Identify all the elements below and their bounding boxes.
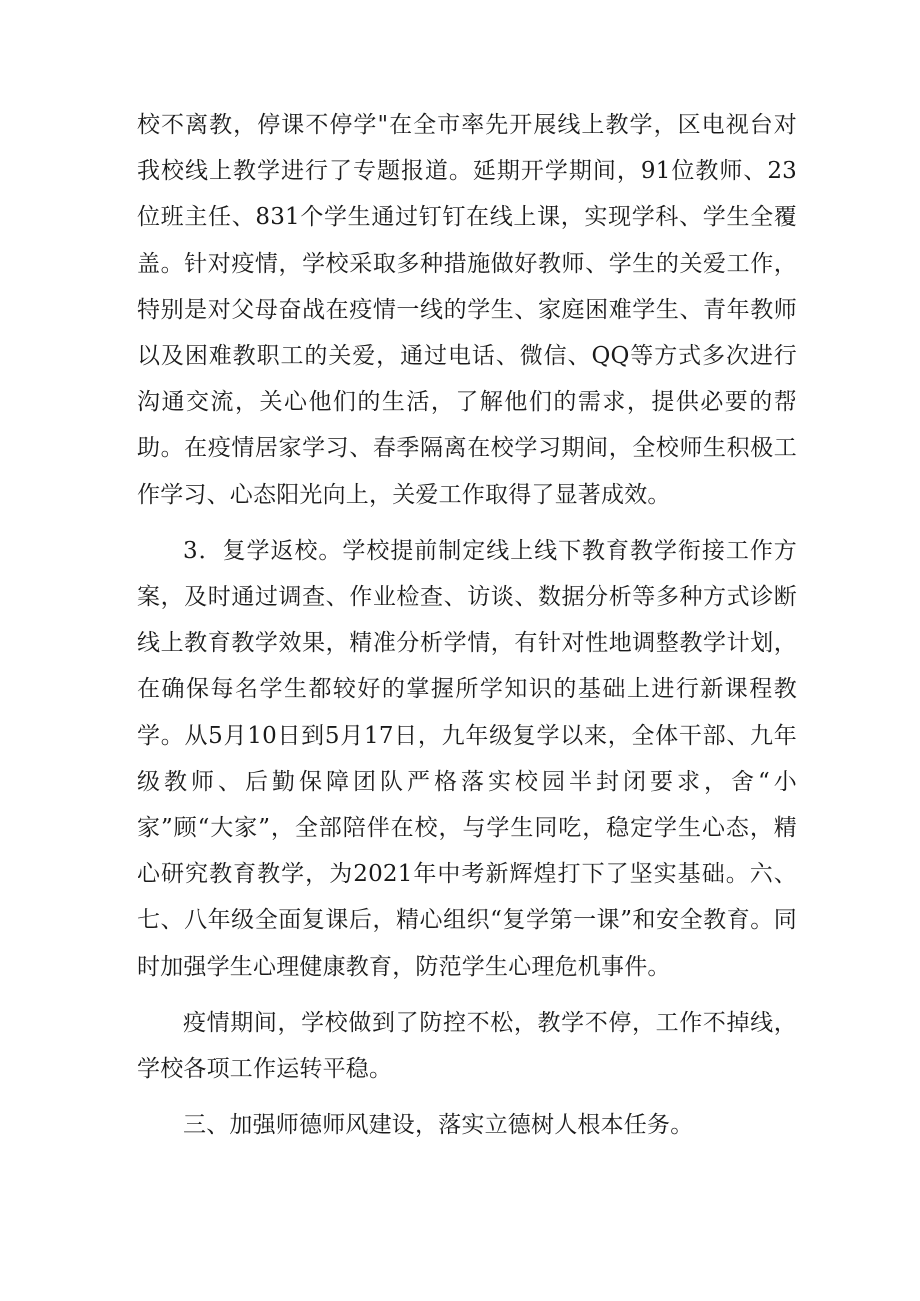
paragraph-epidemic-summary: 疫情期间，学校做到了防控不松，教学不停，工作不掉线，学校各项工作运转平稳。 [137,1009,797,1083]
section-heading-teacher-ethics: 三、加强师德师风建设，落实立德树人根本任务。 [183,1112,694,1139]
paragraph-return-to-school: 3．复学返校。学校提前制定线上线下教育教学衔接工作方案，及时通过调查、作业检查、访谈、数据分析等多种方式诊断线上教育教学效果，精准分析学情，有针对性地调整教学计划，在确保每名学生都较好的掌握所学知识的基础上进行新课程教学。从5月10日到5月17日，九年级复学以来，全体干部、九年级教师、后勤保障团队严格落实校园半封闭要求，舍“小家”顾“大家”，全部陪伴在校，与学生同吃，稳定学生心态，精心研究教育教学，为2021年中考新辉煌打下了坚实基础。六、七、八年级全面复课后，精心组织“复学第一课”和安全教育。同时加强学生心理健康教育，防范学生心理危机事件。 [137,537,797,980]
document-body [137,102,797,1148]
paragraph-care-work: 校不离教，停课不停学"在全市率先开展线上教学，区电视台对我校线上教学进行了专题报道。延期开学期间，91位教师、23位班主任、831个学生通过钉钉在线上课，实现学科、学生全覆盖。针对疫情，学校采取多种措施做好教师、学生的关爱工作，特别是对父母奋战在疫情一线的学生、家庭困难学生、青年教师以及困难教职工的关爱，通过电话、微信、QQ等方式多次进行沟通交流，关心他们的生活，了解他们的需求，提供必要的帮助。在疫情居家学习、春季隔离在校学习期间，全校师生积极工作学习、心态阳光向上，关爱工作取得了显著成效。 [137,112,797,508]
